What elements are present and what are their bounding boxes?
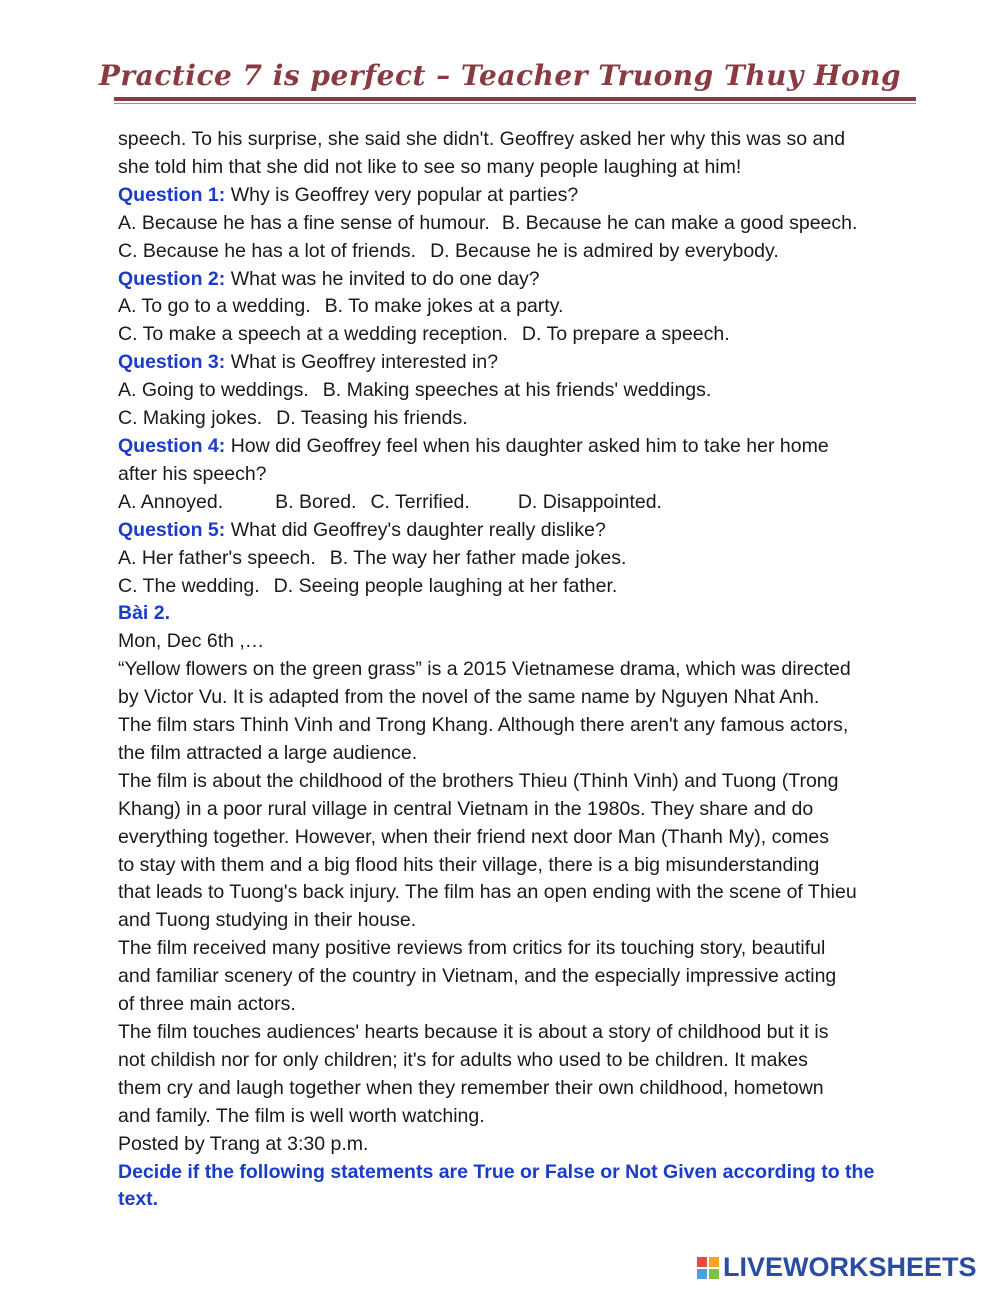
option-line <box>118 545 918 573</box>
option-line <box>118 293 918 321</box>
reading-line: and Tuong studying in their house. <box>118 909 417 932</box>
logo-square <box>697 1257 707 1267</box>
worksheet-content <box>118 126 918 1214</box>
option-line <box>118 321 918 349</box>
question-text: What is Geoffrey interested in? <box>230 351 499 374</box>
reading-line: by Victor Vu. It is adapted from the novel of the same name by Nguyen Nhat Anh. <box>118 686 820 709</box>
reading-line: not childish nor for only children; it's for adults who used to be children. It makes <box>118 1048 808 1071</box>
reading-line: The film touches audiences' hearts because it is about a story of childhood but it is <box>118 1021 829 1043</box>
reading-line: them cry and laugh together when they remember their own childhood, hometown <box>118 1076 824 1099</box>
option-a: A. To go to a wedding. <box>118 295 311 318</box>
option-a: A. Because he has a fine sense of humour. <box>118 211 490 234</box>
reading-line: to stay with them and a big flood hits their village, there is a big misunderstanding <box>118 853 820 876</box>
instruction-line: Decide if the following statements are True or False or Not Given according to the <box>118 1160 875 1183</box>
reading-line: The film is about the childhood of the brothers Thieu (Thinh Vinh) and Tuong (Trong <box>118 769 839 792</box>
question-4 <box>118 433 918 461</box>
option-d: D. To prepare a speech. <box>521 323 730 346</box>
passage-line: speech. To his surprise, she said she didn't. Geoffrey asked her why this was so and <box>118 128 846 150</box>
question-1 <box>118 182 918 210</box>
option-d: D. Teasing his friends. <box>276 407 468 430</box>
header-divider <box>114 97 916 101</box>
option-c: C. To make a speech at a wedding reception. <box>118 323 508 346</box>
option-b: B. Because he can make a good speech. <box>501 211 858 234</box>
logo-square <box>709 1269 719 1279</box>
header-divider-thin <box>114 103 916 104</box>
option-line <box>118 210 918 238</box>
question-text: What did Geoffrey's daughter really dislike? <box>230 518 606 541</box>
option-c: C. The wedding. <box>118 574 260 597</box>
question-label: Question 4: <box>118 434 226 457</box>
option-d: D. Disappointed. <box>517 490 662 513</box>
option-line <box>118 405 918 433</box>
option-a: A. Going to weddings. <box>118 379 309 402</box>
option-d: D. Seeing people laughing at her father. <box>273 574 618 597</box>
passage-line: she told him that she did not like to see so many people laughing at him! <box>118 155 742 178</box>
reading-line: and family. The film is well worth watching. <box>118 1104 485 1127</box>
question-3 <box>118 349 918 377</box>
option-b: B. To make jokes at a party. <box>324 295 564 318</box>
question-text: What was he invited to do one day? <box>230 267 540 290</box>
post-date: Mon, Dec 6th ,… <box>118 630 265 653</box>
option-line <box>118 489 918 517</box>
reading-line: Khang) in a poor rural village in central Vietnam in the 1980s. They share and do <box>118 797 814 820</box>
reading-line: and familiar scenery of the country in Vietnam, and the especially impressive acting <box>118 965 837 988</box>
reading-line: “Yellow flowers on the green grass” is a 2015 Vietnamese drama, which was directed <box>118 658 851 681</box>
option-c: C. Because he has a lot of friends. <box>118 239 417 262</box>
option-d: D. Because he is admired by everybody. <box>430 239 779 262</box>
question-text-cont: after his speech? <box>118 462 267 485</box>
option-c: C. Terrified. <box>370 490 470 513</box>
option-b: B. Making speeches at his friends' weddings. <box>322 379 712 402</box>
option-b: B. Bored. <box>275 490 357 513</box>
option-a: A. Her father's speech. <box>118 546 316 569</box>
question-label: Question 3: <box>118 351 226 374</box>
question-text: Why is Geoffrey very popular at parties? <box>230 183 579 206</box>
reading-line: The film received many positive reviews from critics for its touching story, beautiful <box>118 937 826 960</box>
question-label: Question 5: <box>118 518 226 541</box>
reading-line: everything together. However, when their friend next door Man (Thanh My), comes <box>118 825 830 848</box>
option-c: C. Making jokes. <box>118 407 263 430</box>
question-label: Question 2: <box>118 267 226 290</box>
reading-line: the film attracted a large audience. <box>118 741 418 764</box>
question-label: Question 1: <box>118 183 226 206</box>
reading-line: that leads to Tuong's back injury. The film has an open ending with the scene of Thieu <box>118 881 857 904</box>
logo-square <box>697 1269 707 1279</box>
reading-line: The film stars Thinh Vinh and Trong Khang. Although there aren't any famous actors, <box>118 714 849 737</box>
option-line <box>118 238 918 266</box>
option-line <box>118 377 918 405</box>
logo-text: LIVEWORKSHEETS <box>723 1252 977 1282</box>
logo-square <box>709 1257 719 1267</box>
option-line <box>118 573 918 601</box>
section-title: Bài 2. <box>118 602 171 625</box>
posted-by: Posted by Trang at 3:30 p.m. <box>118 1132 369 1155</box>
reading-line: of three main actors. <box>118 993 296 1016</box>
option-a: A. Annoyed. <box>118 490 224 513</box>
question-5 <box>118 517 918 545</box>
question-2 <box>118 266 918 294</box>
logo-squares-icon <box>697 1257 719 1279</box>
question-text: How did Geoffrey feel when his daughter asked him to take her home <box>230 434 829 457</box>
page-title: Practice 7 is perfect – Teacher Truong Thuy Hong <box>98 59 902 92</box>
option-b: B. The way her father made jokes. <box>329 546 627 569</box>
liveworksheets-logo <box>697 1252 997 1282</box>
instruction-line: text. <box>118 1188 159 1211</box>
